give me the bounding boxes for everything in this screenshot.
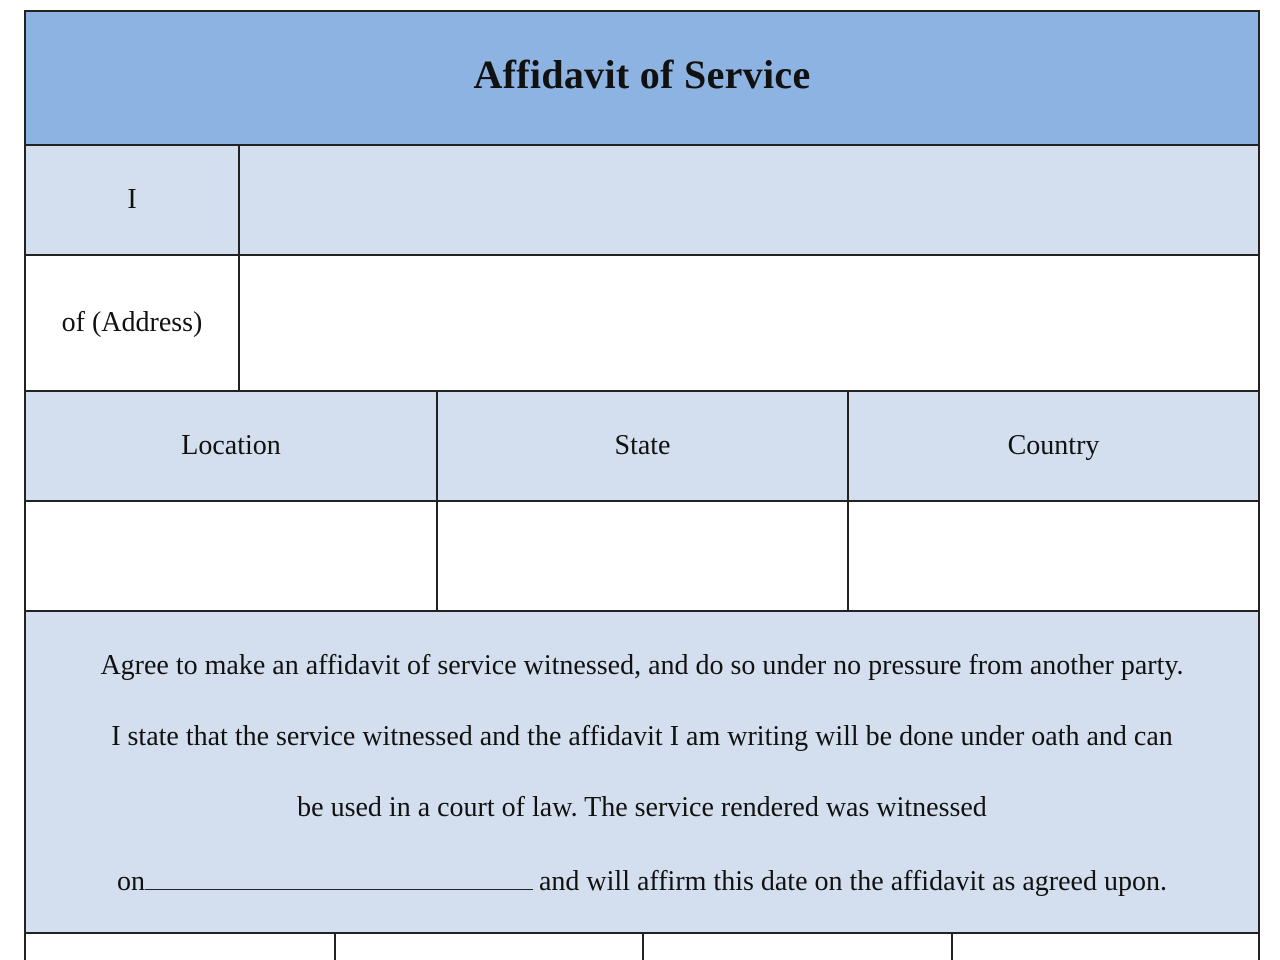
statement-block: [26, 612, 1258, 934]
name-label: I: [26, 146, 240, 254]
name-row: [26, 146, 1258, 256]
bottom-cell[interactable]: [644, 934, 953, 960]
statement-on-prefix: on: [116, 866, 145, 897]
name-field[interactable]: [240, 146, 1258, 254]
bottom-cell[interactable]: [26, 934, 336, 960]
location-field[interactable]: [26, 502, 438, 610]
statement-line-4-suffix: and will affirm this date on the affidavit as agreed upon.: [538, 866, 1167, 897]
title-row: [26, 12, 1258, 146]
statement-line-2: I state that the service witnessed and the affidavit I am writing will be done under oath and can: [111, 721, 1173, 752]
country-field[interactable]: [849, 502, 1258, 610]
address-field[interactable]: [240, 256, 1258, 390]
form-title: Affidavit of Service: [473, 51, 811, 97]
location-header: Location: [26, 392, 438, 500]
bottom-row: [26, 934, 1258, 960]
statement-line-3: be used in a court of law. The service rendered was witnessed: [297, 792, 987, 823]
address-label: of (Address): [26, 256, 240, 390]
country-header: Country: [1007, 430, 1100, 461]
bottom-cell[interactable]: [336, 934, 644, 960]
address-row: [26, 256, 1258, 392]
statement-line-1: Agree to make an affidavit of service witnessed, and do so under no pressure from another party.: [100, 650, 1184, 681]
statement-line-4: [26, 863, 1258, 898]
state-field[interactable]: [438, 502, 849, 610]
state-header: State: [438, 392, 849, 500]
bottom-cell[interactable]: [953, 934, 1258, 960]
location-value-row: [26, 502, 1258, 612]
location-header-row: [26, 392, 1258, 502]
witness-date-blank[interactable]: [145, 863, 533, 890]
affidavit-form: [24, 10, 1260, 960]
